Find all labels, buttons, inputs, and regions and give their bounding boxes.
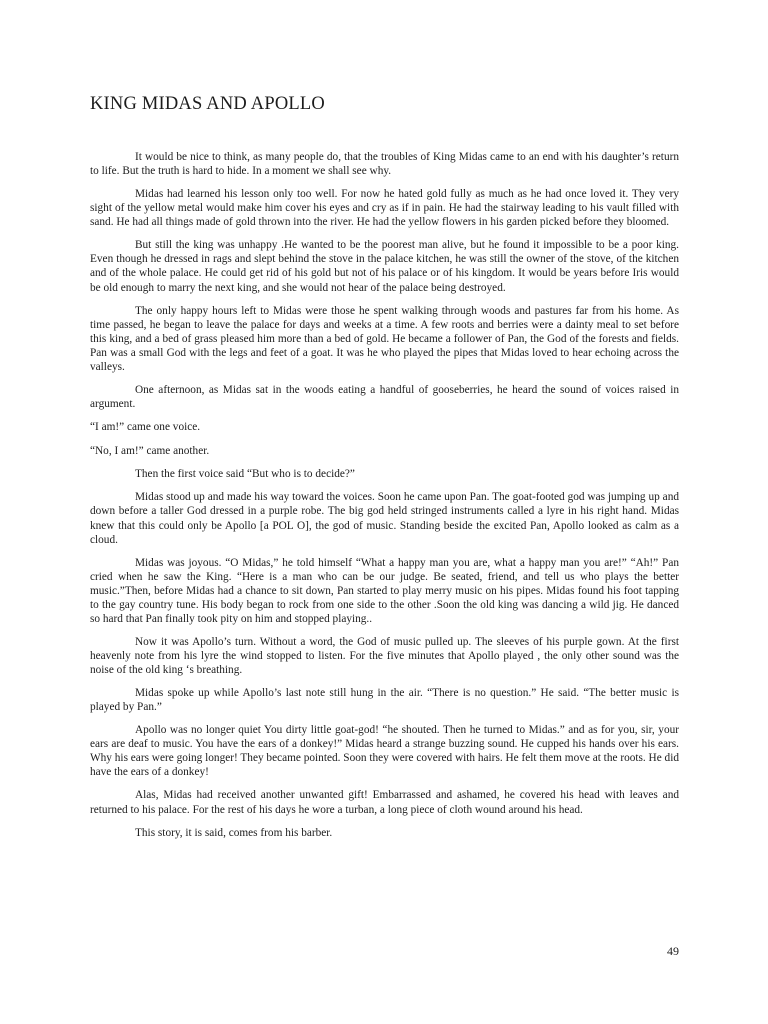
story-body (90, 150, 679, 849)
paragraph-2: Midas had learned his lesson only too well. For now he hated gold fully as much as he had once loved it. They very sight of the yellow metal would make him cover his eyes and cry as if in pain. He had the stairway leading to his vault filled with sand. He had all things made of gold thrown into the river. He had the yellow flowers in his garden picked before they bloomed. (90, 188, 679, 229)
paragraph-1: It would be nice to think, as many people do, that the troubles of King Midas came to an end with his daughter’s return to life. But the truth is hard to hide. In a moment we shall see why. (90, 151, 679, 178)
paragraph-9: Midas stood up and made his way toward the voices. Soon he came upon Pan. The goat-footed god was jumping up and down before a taller God dressed in a purple robe. The big god held stringed instruments called a lyre in his right hand. Midas knew that this could only be Apollo [a POL O], the god of music. Standing beside the excited Pan, Apollo looked as calm as a cloud. (90, 491, 679, 546)
paragraph-11: Now it was Apollo’s turn. Without a word, the God of music pulled up. The sleeves of his purple gown. At the first heavenly note from his lyre the wind stopped to listen. For the five minutes that Apollo played , the only other sound was the noise of the old king ‘s breathing. (90, 635, 679, 677)
paragraph-5: One afternoon, as Midas sat in the woods eating a handful of gooseberries, he heard the sound of voices raised in argument. (90, 383, 679, 410)
paragraph-6: “I am!” came one voice. (90, 420, 201, 433)
paragraph-7: “No, I am!” came another. (90, 444, 210, 457)
paragraph-13: Apollo was no longer quiet You dirty little goat-god! “he shouted. Then he turned to Midas.” and as for you, sir, your ears are deaf to music. You have the ears of a donkey!” Midas heard a strange buzzing sound. He cupped his hands over his ears. Why his ears were going longer! They became pointed. Soon they were covered with hairs. He felt them move at the roots. He did have the ears of a donkey! (90, 724, 679, 779)
paragraph-3: But still the king was unhappy .He wanted to be the poorest man alive, but he found it impossible to be a poor king. Even though he dressed in rags and slept behind the stove in the palace kitchen, he was still the owner of the stove, of the kitchen and of the whole palace. He could get rid of his gold but not of his palace or of his kingdom. It would be years before Iris would be old enough to marry the next king, and she would not hear of the palace being destroyed. (90, 239, 679, 294)
page-number: 49 (667, 944, 679, 958)
paragraph-8: Then the first voice said “But who is to decide?” (135, 468, 355, 481)
paragraph-4: The only happy hours left to Midas were those he spent walking through woods and pastures far from his home. As time passed, he began to leave the palace for days and weeks at a time. A few roots and berries were a dainty meal to set before this king, and a bed of grass pleased him more than a bed of gold. He became a follower of Pan, the God of the forests and fields. Pan was a small God with the legs and feet of a goat. It was he who played the pipes that Midas loved to hear echoing across the valleys. (90, 304, 679, 373)
document-page (90, 0, 679, 1024)
paragraph-10: Midas was joyous. “O Midas,” he told himself “What a happy man you are, what a happy man you are!” “Ah!” Pan cried when he saw the King. “Here is a man who can be our judge. Be seated, friend, and tell us who plays the better music.”Then, before Midas had a chance to sit down, Pan started to play merry music on his pipes. Midas found his foot tapping to the gay country tune. His body began to rock from one side to the other .Soon the old king was dancing a wild jig. He danced so hard that Pan finally took pity on him and stopped playing.. (90, 556, 679, 625)
paragraph-15: This story, it is said, comes from his barber. (135, 826, 333, 839)
paragraph-14: Alas, Midas had received another unwanted gift! Embarrassed and ashamed, he covered his head with leaves and returned to his palace. For the rest of his days he wore a turban, a long piece of cloth wound around his head. (90, 789, 679, 816)
story-title: KING MIDAS AND APOLLO (90, 94, 325, 114)
paragraph-12: Midas spoke up while Apollo’s last note still hung in the air. “There is no question.” He said. “The better music is played by Pan.” (90, 687, 679, 714)
